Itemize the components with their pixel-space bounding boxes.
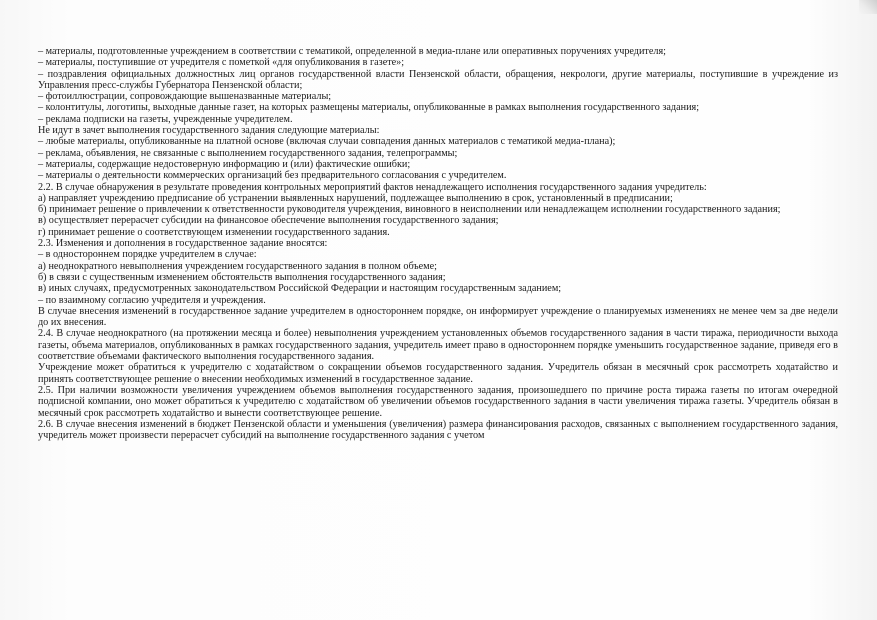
paragraph: Не идут в зачет выполнения государственного задания следующие материалы:	[38, 125, 380, 137]
paragraph: – по взаимному согласию учредителя и учреждения.	[38, 294, 266, 306]
paragraph: 2.3. Изменения и дополнения в государственное задание вносятся:	[38, 238, 328, 250]
paragraph: – любые материалы, опубликованные на платной основе (включая случаи совпадения данных материалов с тематикой медиа-плана);	[38, 136, 616, 148]
paragraph: Учреждение может обратиться к учредителю с ходатайством о сокращении объемов государственного задания. Учредитель обязан в месячный срок рассмотреть ходатайство и принять соответствующее решение о внесении необходимых изменений в государственное задание.	[38, 362, 838, 385]
paragraph: 2.4. В случае неоднократного (на протяжении месяца и более) невыполнения учреждением установленных объемов государственного задания в части тиража, периодичности выхода газеты, объема материалов, опубликованных в рамках государственного задания, учредитель имеет право в одностороннем порядке уменьшить государственное задание, приведя его в соответствие объемами фактического выполнения государственного задания.	[38, 328, 838, 363]
paragraph: 2.2. В случае обнаружения в результате проведения контрольных мероприятий фактов ненадлежащего исполнения государственного задания учредитель:	[38, 181, 707, 193]
paragraph: – в одностороннем порядке учредителем в случае:	[38, 249, 257, 261]
paragraph: в) иных случаях, предусмотренных законодательством Российской Федерации и настоящим государственным заданием;	[38, 283, 562, 295]
paragraph: – материалы, содержащие недостоверную информацию и (или) фактические ошибки;	[38, 158, 411, 170]
paragraph: в) осуществляет перерасчет субсидии на финансовое обеспечение выполнения государственного задания;	[38, 215, 499, 227]
paragraph: – материалы о деятельности коммерческих организаций без предварительного согласования с учредителем.	[38, 170, 507, 182]
paragraph: – материалы, подготовленные учреждением в соответствии с тематикой, определенной в медиа-плане или оперативных поручениях учредителя;	[38, 46, 667, 57]
page-corner-shadow	[859, 0, 877, 14]
paragraph: – фотоиллюстрации, сопровождающие вышеназванные материалы;	[38, 91, 332, 103]
paragraph: – материалы, поступившие от учредителя с пометкой «для опубликования в газете»;	[38, 57, 405, 69]
paragraph: – колонтитулы, логотипы, выходные данные газет, на которых размещены материалы, опубликованные в рамках выполнения государственного задания;	[38, 102, 700, 114]
paragraph: б) в связи с существенным изменением обстоятельств выполнения государственного задания;	[38, 271, 446, 283]
paragraph: – реклама подписки на газеты, учрежденные учредителем.	[38, 113, 293, 125]
paragraph: 2.6. В случае внесения изменений в бюджет Пензенской области и уменьшения (увеличения) размера финансирования расходов, связанных с выполнением государственного задания, учредитель может произвести перерасчет субсидий на выполнение государственного задания с учетом	[38, 418, 838, 442]
paragraph: В случае внесения изменений в государственное задание учредителем в одностороннем порядке, он информирует учреждение о планируемых изменениях не менее чем за две недели до их внесения.	[38, 305, 838, 329]
paragraph: – реклама, объявления, не связанные с выполнением государственного задания, телепрограммы;	[38, 147, 458, 159]
document-body	[38, 46, 838, 441]
paragraph: 2.5. При наличии возможности увеличения учреждением объемов выполнения государственного задания, произошедшего по причине роста тиража газеты по итогам очередной подписной компании, оно может обратиться к учредителю с ходатайством об увеличении объемов государственного задания в части увеличения тиража газеты. Учредитель обязан в месячный срок рассмотреть ходатайство и вынести соответствующее решение.	[38, 384, 838, 419]
paragraph: а) направляет учреждению предписание об устранении выявленных нарушений, подлежащее выполнению в срок, установленный в предписании;	[38, 192, 673, 204]
paragraph: – поздравления официальных должностных лиц органов государственной власти Пензенской области, обращения, некрологи, другие материалы, поступившие в учреждение из Управления пресс-службы Губернатора Пензенской области;	[38, 68, 838, 91]
paragraph: а) неоднократного невыполнения учреждением государственного задания в полном объеме;	[38, 260, 437, 272]
paragraph: г) принимает решение о соответствующем изменении государственного задания.	[38, 226, 390, 238]
paragraph: б) принимает решение о привлечении к ответственности руководителя учреждения, виновного в неисполнении или ненадлежащем исполнении государственного задания;	[38, 204, 781, 216]
